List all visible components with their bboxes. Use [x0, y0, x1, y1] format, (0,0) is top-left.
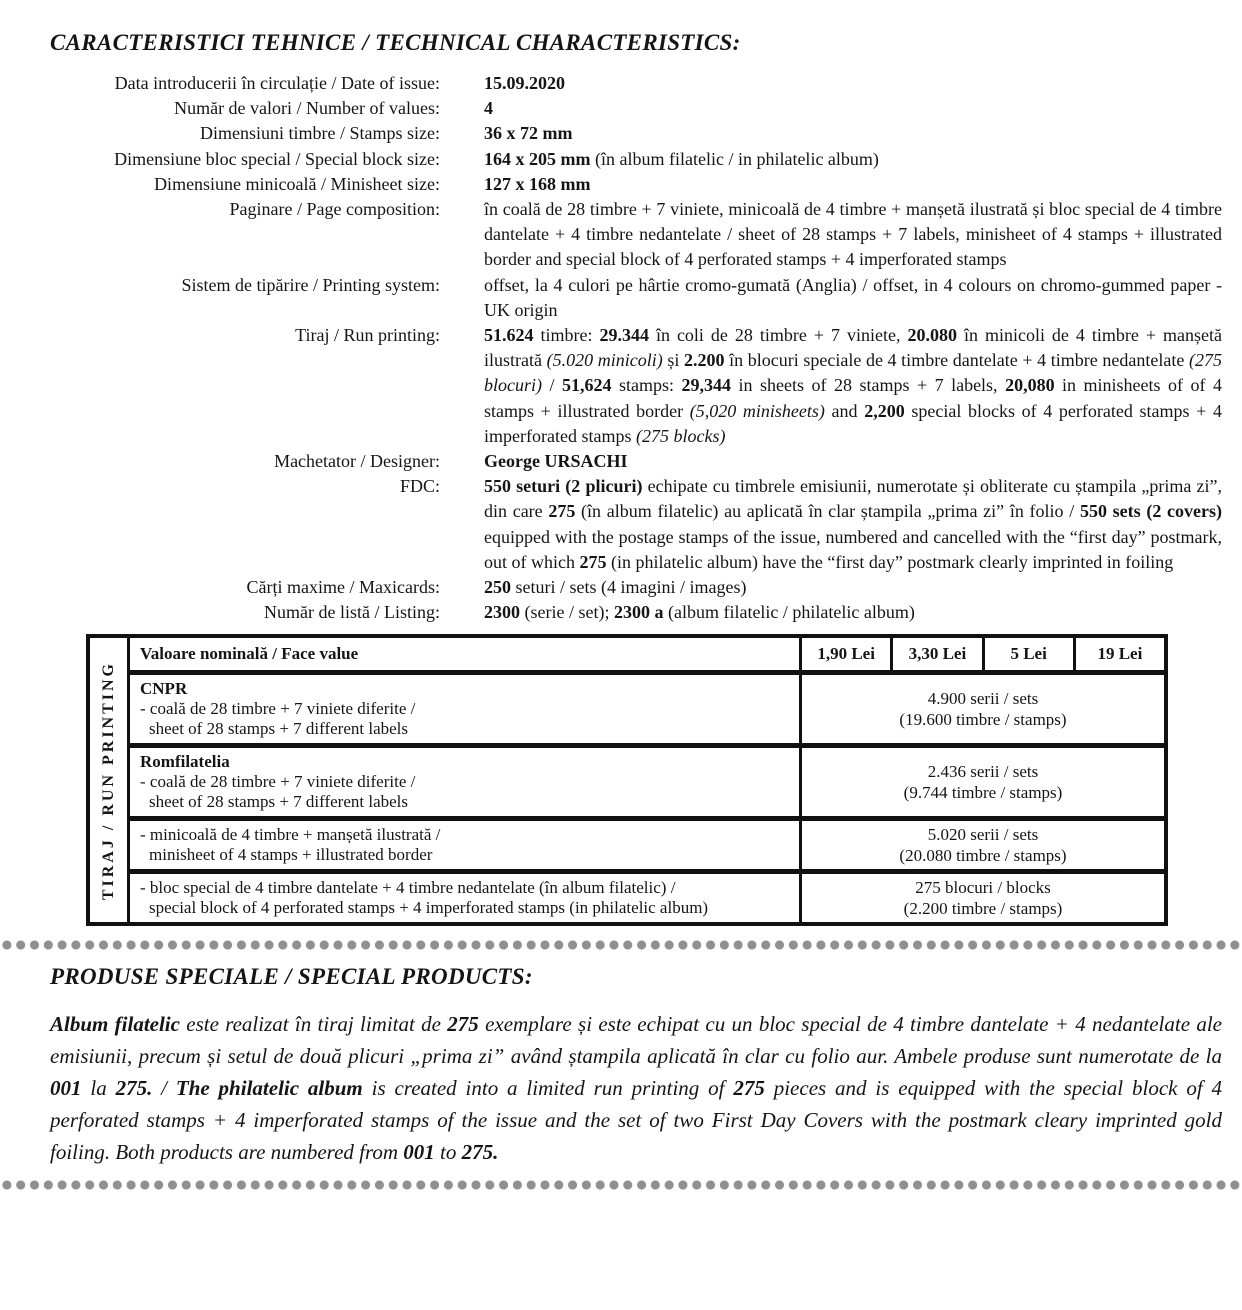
table-header-row — [130, 638, 1164, 670]
spec-row — [50, 575, 1222, 600]
spec-label: Număr de listă / Listing: — [264, 602, 440, 623]
spec-value: 250 seturi / sets (4 imagini / images) — [484, 577, 747, 598]
table-side-heading-label: TIRAJ / RUN PRINTING — [99, 660, 117, 901]
spec-label: Dimensiuni timbre / Stamps size: — [200, 123, 440, 144]
spec-label: Paginare / Page composition: — [229, 199, 440, 220]
spec-value: 4 — [484, 98, 493, 119]
spec-row — [50, 121, 1222, 146]
table-side-heading — [90, 638, 130, 922]
spec-label: Cărți maxime / Maxicards: — [246, 577, 440, 598]
spec-row — [50, 172, 1222, 197]
product-cell: CNPR - coală de 28 timbre + 7 viniete diferite / sheet of 28 stamps + 7 different labels — [130, 675, 802, 743]
spec-row — [50, 323, 1222, 449]
product-cell: - minicoală de 4 timbre + manșetă ilustrată / minisheet of 4 stamps + illustrated border — [130, 821, 802, 869]
spec-label: Tiraj / Run printing: — [295, 325, 440, 346]
spec-label: Dimensiune minicoală / Minisheet size: — [154, 173, 440, 194]
page-title: CARACTERISTICI TEHNICE / TECHNICAL CHARACTERISTICS: — [50, 30, 741, 55]
run-printing-table — [86, 634, 1168, 926]
spec-row — [50, 197, 1222, 273]
product-cell: - bloc special de 4 timbre dantelate + 4 timbre nedantelate (în album filatelic) / special block of 4 perforated stamps + 4 imperforated stamps (in philatelic album) — [130, 874, 802, 922]
spec-label: Data introducerii în circulație / Date of issue: — [114, 73, 440, 93]
spec-value: 550 seturi (2 plicuri) echipate cu timbrele emisiunii, numerotate și obliterate cu ștampila „prima zi”, din care 275 (în album filatelic) au aplicată în clar ștampila „prima zi” în folio / 550 sets (2 covers) equipped with the postage stamps of the issue, numbered and cancelled with the “first day” postmark, out of which 275 (in philatelic album) have the “first day” postmark clearly imprinted in foiling — [484, 476, 1223, 572]
table-row — [130, 743, 1164, 816]
spec-label: Sistem de tipărire / Printing system: — [181, 274, 440, 295]
spec-label: FDC: — [399, 476, 440, 497]
quantity-cell: 4.900 serii / sets (19.600 timbre / stamps) — [899, 689, 1067, 730]
spec-row — [50, 96, 1222, 121]
spec-value: 127 x 168 mm — [484, 173, 591, 194]
face-value-1: 1,90 Lei — [817, 644, 875, 664]
face-value-header-cell: Valoare nominală / Face value — [130, 638, 802, 670]
table-body — [130, 638, 1164, 922]
special-products-paragraph: Album filatelic este realizat în tiraj limitat de 275 exemplare și este echipat cu un bloc special de 4 timbre dantelate + 4 nedantelate ale emisiunii, precum și setul de două plicuri „prima zi” având ștampila aplicată în clar cu folio aur. Ambele produse sunt numerotate de la 001 la 275. / The philatelic album is created into a limited run printing of 275 pieces and is equipped with the special block of 4 perforated stamps + 4 imperforated stamps of the issue and the set of two First Day Covers with the postmark cleary imprinted gold foiling. Both products are numbered from 001 to 275. — [50, 1012, 1223, 1165]
document-page — [0, 30, 1242, 1310]
product-cell: Romfilatelia - coală de 28 timbre + 7 viniete diferite / sheet of 28 stamps + 7 different labels — [130, 748, 802, 816]
spec-row — [50, 449, 1222, 474]
spec-row — [50, 71, 1222, 96]
spec-row — [50, 147, 1222, 172]
spec-value: George URSACHI — [484, 451, 628, 472]
spec-label: Dimensiune bloc special / Special block size: — [114, 148, 440, 169]
dotted-divider-top — [0, 940, 1242, 950]
spec-row — [50, 600, 1222, 625]
spec-row — [50, 474, 1222, 575]
spec-label: Număr de valori / Number of values: — [174, 98, 440, 119]
table-row — [130, 670, 1164, 743]
face-value-3: 5 Lei — [982, 638, 1073, 670]
spec-value: 15.09.2020 — [484, 73, 565, 93]
spec-value: 36 x 72 mm — [484, 123, 573, 144]
spec-value: 2300 (serie / set); 2300 a (album filatelic / philatelic album) — [484, 602, 915, 623]
spec-value: offset, la 4 culori pe hârtie cromo-gumată (Anglia) / offset, in 4 colours on chromo-gummed paper - UK origin — [484, 274, 1222, 320]
quantity-cell: 5.020 serii / sets (20.080 timbre / stamps) — [899, 825, 1067, 866]
face-value-4: 19 Lei — [1073, 638, 1164, 670]
table-row — [130, 816, 1164, 869]
spec-value: 164 x 205 mm (în album filatelic / in philatelic album) — [484, 148, 879, 169]
quantity-cell: 275 blocuri / blocks (2.200 timbre / stamps) — [903, 878, 1063, 919]
spec-value: în coală de 28 timbre + 7 viniete, minicoală de 4 timbre + manșetă ilustrată și bloc special de 4 timbre dantelate + 4 timbre nedantelate / sheet of 28 stamps + 7 labels, minisheet of 4 stamps + illustrated border and special block of 4 perforated stamps + 4 imperforated stamps — [484, 199, 1222, 270]
table-row — [130, 869, 1164, 922]
spec-row — [50, 273, 1222, 323]
face-value-2: 3,30 Lei — [890, 638, 981, 670]
technical-spec-list — [50, 71, 1222, 625]
dotted-divider-bottom — [0, 1180, 1242, 1190]
special-products-heading: PRODUSE SPECIALE / SPECIAL PRODUCTS: — [50, 964, 533, 990]
spec-label: Machetator / Designer: — [274, 451, 440, 472]
spec-value: 51.624 timbre: 29.344 în coli de 28 timbre + 7 viniete, 20.080 în minicoli de 4 timbre + manșetă ilustrată (5.020 minicoli) și 2.200 în blocuri speciale de 4 timbre dantelate + 4 timbre nedantelate (275 blocuri) / 51,624 stamps: 29,344 in sheets of 28 stamps + 7 labels, 20,080 in minisheets of of 4 stamps + illustrated border (5,020 minisheets) and 2,200 special blocks of 4 perforated stamps + 4 imperforated stamps (275 blocks) — [484, 325, 1223, 446]
quantity-cell: 2.436 serii / sets (9.744 timbre / stamps) — [903, 762, 1063, 803]
